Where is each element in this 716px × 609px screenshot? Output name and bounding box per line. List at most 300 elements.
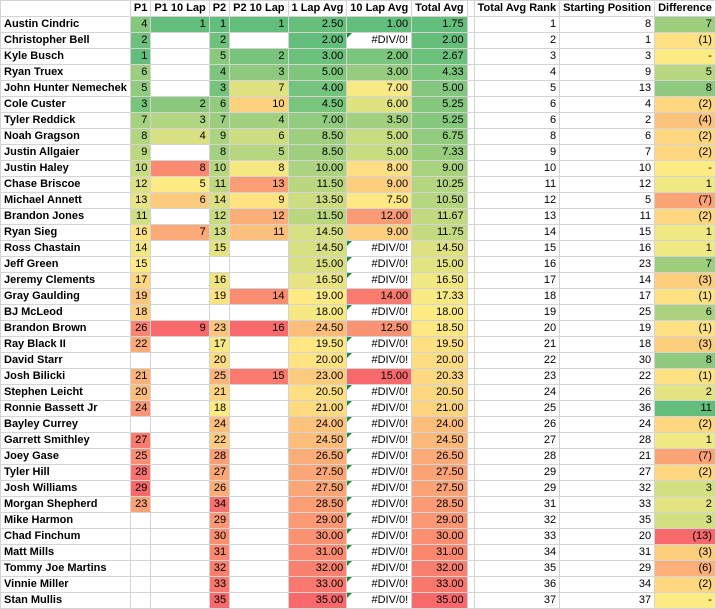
driver-cell[interactable]: Jeff Green [1,257,131,273]
total-avg-cell[interactable]: 1.75 [412,17,467,33]
starting-position-cell[interactable]: 19 [560,321,655,337]
total-avg-cell[interactable]: 5.00 [412,81,467,97]
total-avg-cell[interactable]: 24.00 [412,417,467,433]
spacer-cell[interactable] [467,513,474,529]
ten-lap-avg-cell[interactable]: #DIV/0! [347,513,412,529]
total-avg-cell[interactable]: 20.50 [412,385,467,401]
ten-lap-avg-cell[interactable]: #DIV/0! [347,241,412,257]
one-lap-avg-cell[interactable]: 24.50 [288,321,347,337]
ten-lap-avg-cell[interactable]: #DIV/0! [347,417,412,433]
difference-cell[interactable]: (2) [655,209,716,225]
ten-lap-avg-cell[interactable]: #DIV/0! [347,353,412,369]
difference-cell[interactable]: 2 [655,497,716,513]
total-avg-rank-cell[interactable]: 31 [474,497,559,513]
p2-cell[interactable]: 15 [209,241,229,257]
p1-cell[interactable]: 27 [130,433,150,449]
ten-lap-avg-cell[interactable]: #DIV/0! [347,337,412,353]
total-avg-cell[interactable]: 5.25 [412,113,467,129]
p1-10-lap-cell[interactable] [151,289,209,305]
starting-position-cell[interactable]: 14 [560,273,655,289]
p2-10-lap-cell[interactable] [230,385,288,401]
one-lap-avg-cell[interactable]: 11.50 [288,177,347,193]
starting-position-cell[interactable]: 37 [560,593,655,609]
p2-10-lap-cell[interactable]: 10 [230,97,288,113]
spacer-cell[interactable] [467,177,474,193]
p1-cell[interactable] [130,353,150,369]
total-avg-rank-cell[interactable]: 15 [474,241,559,257]
p2-10-lap-cell[interactable]: 1 [230,17,288,33]
difference-cell[interactable]: (2) [655,417,716,433]
driver-cell[interactable]: BJ McLeod [1,305,131,321]
starting-position-cell[interactable]: 35 [560,513,655,529]
spacer-cell[interactable] [467,1,474,17]
p2-10-lap-cell[interactable] [230,305,288,321]
p2-10-lap-cell[interactable] [230,577,288,593]
p1-10-lap-cell[interactable] [151,529,209,545]
one-lap-avg-cell[interactable]: 33.00 [288,577,347,593]
p1-10-lap-cell[interactable]: 4 [151,129,209,145]
p2-10-lap-cell[interactable] [230,465,288,481]
p1-cell[interactable]: 23 [130,497,150,513]
starting-position-cell[interactable]: 7 [560,145,655,161]
p1-cell[interactable]: 20 [130,385,150,401]
p2-cell[interactable]: 22 [209,433,229,449]
one-lap-avg-cell[interactable]: 4.50 [288,97,347,113]
difference-cell[interactable]: 11 [655,401,716,417]
difference-cell[interactable]: (1) [655,33,716,49]
starting-position-cell[interactable]: 29 [560,561,655,577]
p1-10-lap-cell[interactable]: 5 [151,177,209,193]
difference-cell[interactable]: (2) [655,465,716,481]
driver-cell[interactable]: Christopher Bell [1,33,131,49]
p2-10-lap-cell[interactable]: 8 [230,161,288,177]
p1-10-lap-cell[interactable] [151,353,209,369]
starting-position-cell[interactable]: 6 [560,129,655,145]
p1-cell[interactable]: 24 [130,401,150,417]
spacer-cell[interactable] [467,593,474,609]
p2-cell[interactable]: 6 [209,97,229,113]
p1-cell[interactable] [130,545,150,561]
difference-cell[interactable]: 3 [655,513,716,529]
difference-cell[interactable]: - [655,161,716,177]
starting-position-cell[interactable]: 1 [560,33,655,49]
starting-position-cell[interactable]: 30 [560,353,655,369]
p1-cell[interactable]: 22 [130,337,150,353]
p2-10-lap-cell[interactable] [230,401,288,417]
p2-cell[interactable]: 13 [209,225,229,241]
p2-cell[interactable]: 1 [209,17,229,33]
total-avg-rank-cell[interactable]: 32 [474,513,559,529]
p2-cell[interactable]: 21 [209,385,229,401]
starting-position-cell[interactable]: 8 [560,17,655,33]
one-lap-avg-cell[interactable]: 19.00 [288,289,347,305]
ten-lap-avg-cell[interactable]: 3.50 [347,113,412,129]
header-p1-10-lap[interactable]: P1 10 Lap [151,1,209,17]
one-lap-avg-cell[interactable]: 20.00 [288,353,347,369]
total-avg-cell[interactable]: 15.00 [412,257,467,273]
total-avg-rank-cell[interactable]: 25 [474,401,559,417]
ten-lap-avg-cell[interactable]: #DIV/0! [347,593,412,609]
one-lap-avg-cell[interactable]: 8.50 [288,145,347,161]
one-lap-avg-cell[interactable]: 10.00 [288,161,347,177]
starting-position-cell[interactable]: 24 [560,417,655,433]
p1-cell[interactable]: 10 [130,161,150,177]
total-avg-cell[interactable]: 18.00 [412,305,467,321]
ten-lap-avg-cell[interactable]: #DIV/0! [347,33,412,49]
spacer-cell[interactable] [467,433,474,449]
p2-cell[interactable]: 31 [209,545,229,561]
p1-10-lap-cell[interactable] [151,33,209,49]
spacer-cell[interactable] [467,49,474,65]
p1-10-lap-cell[interactable] [151,81,209,97]
total-avg-cell[interactable]: 4.33 [412,65,467,81]
ten-lap-avg-cell[interactable]: 9.00 [347,177,412,193]
p1-cell[interactable]: 14 [130,241,150,257]
p2-10-lap-cell[interactable]: 14 [230,289,288,305]
total-avg-cell[interactable]: 21.00 [412,401,467,417]
spacer-cell[interactable] [467,161,474,177]
difference-cell[interactable]: 7 [655,257,716,273]
total-avg-cell[interactable]: 2.00 [412,33,467,49]
difference-cell[interactable]: (1) [655,321,716,337]
total-avg-rank-cell[interactable]: 21 [474,337,559,353]
p1-cell[interactable]: 11 [130,209,150,225]
ten-lap-avg-cell[interactable]: #DIV/0! [347,449,412,465]
total-avg-cell[interactable]: 27.50 [412,481,467,497]
p1-cell[interactable]: 21 [130,369,150,385]
ten-lap-avg-cell[interactable]: 15.00 [347,369,412,385]
one-lap-avg-cell[interactable]: 29.00 [288,513,347,529]
total-avg-cell[interactable]: 17.33 [412,289,467,305]
p1-cell[interactable]: 25 [130,449,150,465]
driver-cell[interactable]: Stephen Leicht [1,385,131,401]
p1-10-lap-cell[interactable] [151,241,209,257]
difference-cell[interactable]: 7 [655,17,716,33]
p2-cell[interactable]: 33 [209,577,229,593]
spacer-cell[interactable] [467,225,474,241]
total-avg-rank-cell[interactable]: 18 [474,289,559,305]
p2-cell[interactable] [209,257,229,273]
ten-lap-avg-cell[interactable]: 6.00 [347,97,412,113]
driver-cell[interactable]: Cole Custer [1,97,131,113]
total-avg-cell[interactable]: 2.67 [412,49,467,65]
p1-10-lap-cell[interactable] [151,257,209,273]
ten-lap-avg-cell[interactable]: #DIV/0! [347,257,412,273]
ten-lap-avg-cell[interactable]: #DIV/0! [347,273,412,289]
p1-10-lap-cell[interactable]: 2 [151,97,209,113]
p1-cell[interactable] [130,561,150,577]
starting-position-cell[interactable]: 32 [560,481,655,497]
p2-cell[interactable]: 16 [209,273,229,289]
p1-10-lap-cell[interactable] [151,337,209,353]
total-avg-rank-cell[interactable]: 27 [474,433,559,449]
p2-10-lap-cell[interactable]: 11 [230,225,288,241]
header-p2-10-lap[interactable]: P2 10 Lap [230,1,288,17]
one-lap-avg-cell[interactable]: 30.00 [288,529,347,545]
spacer-cell[interactable] [467,401,474,417]
total-avg-cell[interactable]: 26.50 [412,449,467,465]
driver-cell[interactable]: Josh Bilicki [1,369,131,385]
driver-cell[interactable]: Justin Haley [1,161,131,177]
total-avg-cell[interactable]: 18.50 [412,321,467,337]
header-driver[interactable] [1,1,131,17]
p2-10-lap-cell[interactable] [230,433,288,449]
p2-10-lap-cell[interactable] [230,545,288,561]
total-avg-cell[interactable]: 31.00 [412,545,467,561]
total-avg-rank-cell[interactable]: 12 [474,193,559,209]
total-avg-cell[interactable]: 29.00 [412,513,467,529]
p2-10-lap-cell[interactable] [230,449,288,465]
ten-lap-avg-cell[interactable]: 12.50 [347,321,412,337]
starting-position-cell[interactable]: 10 [560,161,655,177]
driver-cell[interactable]: Ryan Truex [1,65,131,81]
difference-cell[interactable]: 1 [655,433,716,449]
driver-cell[interactable]: Gray Gaulding [1,289,131,305]
p2-10-lap-cell[interactable]: 3 [230,65,288,81]
p1-10-lap-cell[interactable] [151,449,209,465]
p2-10-lap-cell[interactable] [230,593,288,609]
starting-position-cell[interactable]: 12 [560,177,655,193]
spacer-cell[interactable] [467,209,474,225]
spacer-cell[interactable] [467,577,474,593]
driver-cell[interactable]: Chase Briscoe [1,177,131,193]
spacer-cell[interactable] [467,81,474,97]
p2-cell[interactable]: 29 [209,513,229,529]
total-avg-cell[interactable]: 11.75 [412,225,467,241]
driver-cell[interactable]: Ryan Sieg [1,225,131,241]
difference-cell[interactable]: 6 [655,305,716,321]
one-lap-avg-cell[interactable]: 21.00 [288,401,347,417]
one-lap-avg-cell[interactable]: 16.50 [288,273,347,289]
driver-cell[interactable]: Brandon Jones [1,209,131,225]
total-avg-cell[interactable]: 24.50 [412,433,467,449]
spacer-cell[interactable] [467,369,474,385]
p2-cell[interactable]: 34 [209,497,229,513]
one-lap-avg-cell[interactable]: 19.50 [288,337,347,353]
p2-10-lap-cell[interactable]: 15 [230,369,288,385]
total-avg-cell[interactable]: 19.50 [412,337,467,353]
one-lap-avg-cell[interactable]: 14.50 [288,241,347,257]
p1-cell[interactable]: 19 [130,289,150,305]
p1-10-lap-cell[interactable]: 9 [151,321,209,337]
ten-lap-avg-cell[interactable]: 12.00 [347,209,412,225]
p1-cell[interactable]: 26 [130,321,150,337]
driver-cell[interactable]: John Hunter Nemechek [1,81,131,97]
total-avg-rank-cell[interactable]: 8 [474,129,559,145]
starting-position-cell[interactable]: 18 [560,337,655,353]
p1-cell[interactable]: 18 [130,305,150,321]
one-lap-avg-cell[interactable]: 7.00 [288,113,347,129]
p1-10-lap-cell[interactable] [151,145,209,161]
p2-10-lap-cell[interactable]: 13 [230,177,288,193]
one-lap-avg-cell[interactable]: 26.50 [288,449,347,465]
ten-lap-avg-cell[interactable]: #DIV/0! [347,497,412,513]
header-total-avg-rank[interactable]: Total Avg Rank [474,1,559,17]
one-lap-avg-cell[interactable]: 5.00 [288,65,347,81]
driver-cell[interactable]: Michael Annett [1,193,131,209]
starting-position-cell[interactable]: 11 [560,209,655,225]
total-avg-rank-cell[interactable]: 29 [474,465,559,481]
ten-lap-avg-cell[interactable]: #DIV/0! [347,545,412,561]
total-avg-cell[interactable]: 33.00 [412,577,467,593]
p1-cell[interactable]: 13 [130,193,150,209]
p1-cell[interactable]: 1 [130,49,150,65]
difference-cell[interactable]: 5 [655,65,716,81]
driver-cell[interactable]: Ray Black II [1,337,131,353]
spacer-cell[interactable] [467,385,474,401]
total-avg-cell[interactable]: 10.25 [412,177,467,193]
p1-cell[interactable]: 7 [130,113,150,129]
p1-cell[interactable]: 16 [130,225,150,241]
one-lap-avg-cell[interactable]: 27.50 [288,481,347,497]
p1-10-lap-cell[interactable] [151,513,209,529]
ten-lap-avg-cell[interactable]: #DIV/0! [347,561,412,577]
p2-10-lap-cell[interactable]: 6 [230,129,288,145]
p1-cell[interactable]: 6 [130,65,150,81]
p2-cell[interactable]: 18 [209,401,229,417]
difference-cell[interactable]: (6) [655,561,716,577]
one-lap-avg-cell[interactable]: 14.50 [288,225,347,241]
starting-position-cell[interactable]: 25 [560,305,655,321]
p2-10-lap-cell[interactable]: 16 [230,321,288,337]
spacer-cell[interactable] [467,257,474,273]
total-avg-rank-cell[interactable]: 6 [474,113,559,129]
p1-10-lap-cell[interactable] [151,561,209,577]
total-avg-cell[interactable]: 11.67 [412,209,467,225]
ten-lap-avg-cell[interactable]: #DIV/0! [347,433,412,449]
spacer-cell[interactable] [467,33,474,49]
spacer-cell[interactable] [467,465,474,481]
spacer-cell[interactable] [467,129,474,145]
header-difference[interactable]: Difference [655,1,716,17]
spacer-cell[interactable] [467,305,474,321]
driver-cell[interactable]: Noah Gragson [1,129,131,145]
difference-cell[interactable]: (2) [655,129,716,145]
difference-cell[interactable]: (2) [655,577,716,593]
header-total-avg[interactable]: Total Avg [412,1,467,17]
p1-10-lap-cell[interactable] [151,577,209,593]
p1-10-lap-cell[interactable] [151,369,209,385]
driver-cell[interactable]: Stan Mullis [1,593,131,609]
p1-10-lap-cell[interactable]: 1 [151,17,209,33]
driver-cell[interactable]: Ross Chastain [1,241,131,257]
ten-lap-avg-cell[interactable]: #DIV/0! [347,577,412,593]
ten-lap-avg-cell[interactable]: #DIV/0! [347,465,412,481]
total-avg-cell[interactable]: 20.33 [412,369,467,385]
p2-cell[interactable]: 4 [209,65,229,81]
total-avg-rank-cell[interactable]: 5 [474,81,559,97]
difference-cell[interactable]: 8 [655,353,716,369]
ten-lap-avg-cell[interactable]: 1.00 [347,17,412,33]
total-avg-rank-cell[interactable]: 36 [474,577,559,593]
ten-lap-avg-cell[interactable]: #DIV/0! [347,529,412,545]
driver-cell[interactable]: Garrett Smithley [1,433,131,449]
one-lap-avg-cell[interactable]: 24.00 [288,417,347,433]
starting-position-cell[interactable]: 15 [560,225,655,241]
p1-10-lap-cell[interactable] [151,417,209,433]
spacer-cell[interactable] [467,481,474,497]
p1-10-lap-cell[interactable] [151,481,209,497]
one-lap-avg-cell[interactable]: 2.00 [288,33,347,49]
spacer-cell[interactable] [467,289,474,305]
total-avg-rank-cell[interactable]: 6 [474,97,559,113]
p2-10-lap-cell[interactable] [230,513,288,529]
spacer-cell[interactable] [467,145,474,161]
total-avg-rank-cell[interactable]: 26 [474,417,559,433]
p2-10-lap-cell[interactable] [230,497,288,513]
spacer-cell[interactable] [467,97,474,113]
one-lap-avg-cell[interactable]: 13.50 [288,193,347,209]
starting-position-cell[interactable]: 16 [560,241,655,257]
total-avg-rank-cell[interactable]: 2 [474,33,559,49]
p2-10-lap-cell[interactable] [230,417,288,433]
ten-lap-avg-cell[interactable]: #DIV/0! [347,401,412,417]
p2-cell[interactable]: 19 [209,289,229,305]
p2-cell[interactable]: 8 [209,145,229,161]
ten-lap-avg-cell[interactable]: 5.00 [347,129,412,145]
difference-cell[interactable]: (13) [655,529,716,545]
p2-10-lap-cell[interactable] [230,241,288,257]
total-avg-rank-cell[interactable]: 24 [474,385,559,401]
difference-cell[interactable]: - [655,593,716,609]
total-avg-rank-cell[interactable]: 16 [474,257,559,273]
spacer-cell[interactable] [467,17,474,33]
one-lap-avg-cell[interactable]: 15.00 [288,257,347,273]
driver-cell[interactable]: David Starr [1,353,131,369]
starting-position-cell[interactable]: 5 [560,193,655,209]
spacer-cell[interactable] [467,497,474,513]
one-lap-avg-cell[interactable]: 4.00 [288,81,347,97]
starting-position-cell[interactable]: 13 [560,81,655,97]
driver-cell[interactable]: Austin Cindric [1,17,131,33]
ten-lap-avg-cell[interactable]: 14.00 [347,289,412,305]
p1-cell[interactable]: 15 [130,257,150,273]
total-avg-rank-cell[interactable]: 14 [474,225,559,241]
difference-cell[interactable]: (1) [655,289,716,305]
p2-cell[interactable]: 20 [209,353,229,369]
driver-cell[interactable]: Joey Gase [1,449,131,465]
one-lap-avg-cell[interactable]: 3.00 [288,49,347,65]
one-lap-avg-cell[interactable]: 35.00 [288,593,347,609]
ten-lap-avg-cell[interactable]: 7.50 [347,193,412,209]
p2-10-lap-cell[interactable] [230,33,288,49]
total-avg-rank-cell[interactable]: 34 [474,545,559,561]
driver-cell[interactable]: Tyler Hill [1,465,131,481]
total-avg-cell[interactable]: 5.25 [412,97,467,113]
p2-cell[interactable]: 7 [209,113,229,129]
total-avg-cell[interactable]: 7.33 [412,145,467,161]
p1-10-lap-cell[interactable] [151,65,209,81]
p1-10-lap-cell[interactable] [151,209,209,225]
total-avg-cell[interactable]: 20.00 [412,353,467,369]
p2-cell[interactable]: 11 [209,177,229,193]
difference-cell[interactable]: 3 [655,481,716,497]
p1-cell[interactable]: 8 [130,129,150,145]
driver-cell[interactable]: Vinnie Miller [1,577,131,593]
total-avg-cell[interactable]: 6.75 [412,129,467,145]
ten-lap-avg-cell[interactable]: 3.00 [347,65,412,81]
total-avg-rank-cell[interactable]: 19 [474,305,559,321]
difference-cell[interactable]: (2) [655,145,716,161]
p1-cell[interactable]: 12 [130,177,150,193]
one-lap-avg-cell[interactable]: 8.50 [288,129,347,145]
one-lap-avg-cell[interactable]: 24.50 [288,433,347,449]
p1-cell[interactable] [130,513,150,529]
header-p1[interactable]: P1 [130,1,150,17]
spacer-cell[interactable] [467,449,474,465]
ten-lap-avg-cell[interactable]: #DIV/0! [347,481,412,497]
p1-cell[interactable]: 3 [130,97,150,113]
